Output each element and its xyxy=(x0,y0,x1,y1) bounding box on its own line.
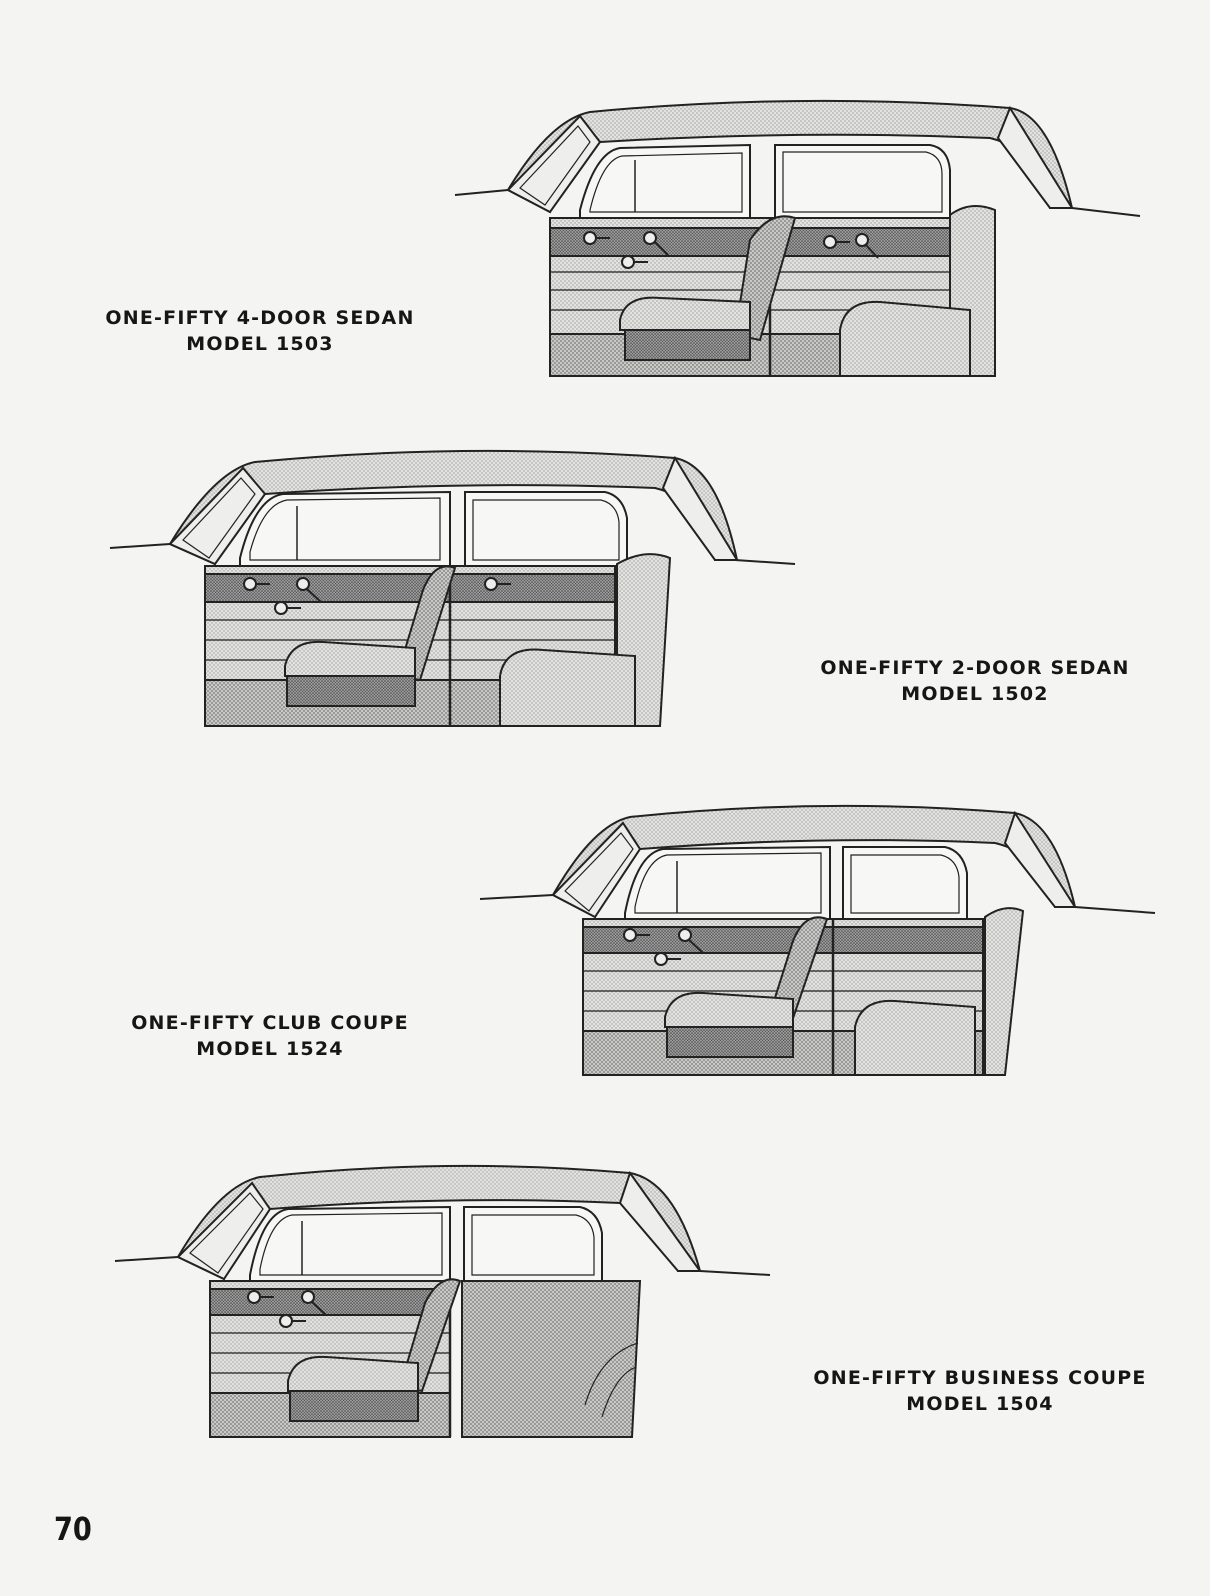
interior-illustration-2-door-sedan xyxy=(105,440,805,740)
caption-title: ONE-FIFTY CLUB COUPE xyxy=(131,1012,409,1034)
caption-club-coupe xyxy=(120,1010,420,1062)
interior-illustration-club-coupe xyxy=(475,795,1175,1095)
caption-4-door-sedan xyxy=(100,305,420,357)
caption-model-number: MODEL 1504 xyxy=(906,1393,1054,1415)
caption-title: ONE-FIFTY 2-DOOR SEDAN xyxy=(820,657,1130,679)
caption-2-door-sedan xyxy=(815,655,1135,707)
caption-model-number: MODEL 1524 xyxy=(196,1038,344,1060)
interior-illustration-business-coupe xyxy=(110,1155,790,1465)
caption-model-number: MODEL 1503 xyxy=(186,333,334,355)
caption-title: ONE-FIFTY BUSINESS COUPE xyxy=(813,1367,1147,1389)
caption-model-number: MODEL 1502 xyxy=(901,683,1049,705)
interior-illustration-4-door-sedan xyxy=(450,90,1170,400)
caption-business-coupe xyxy=(810,1365,1150,1417)
caption-title: ONE-FIFTY 4-DOOR SEDAN xyxy=(105,307,415,329)
page-number: 70 xyxy=(54,1510,92,1548)
